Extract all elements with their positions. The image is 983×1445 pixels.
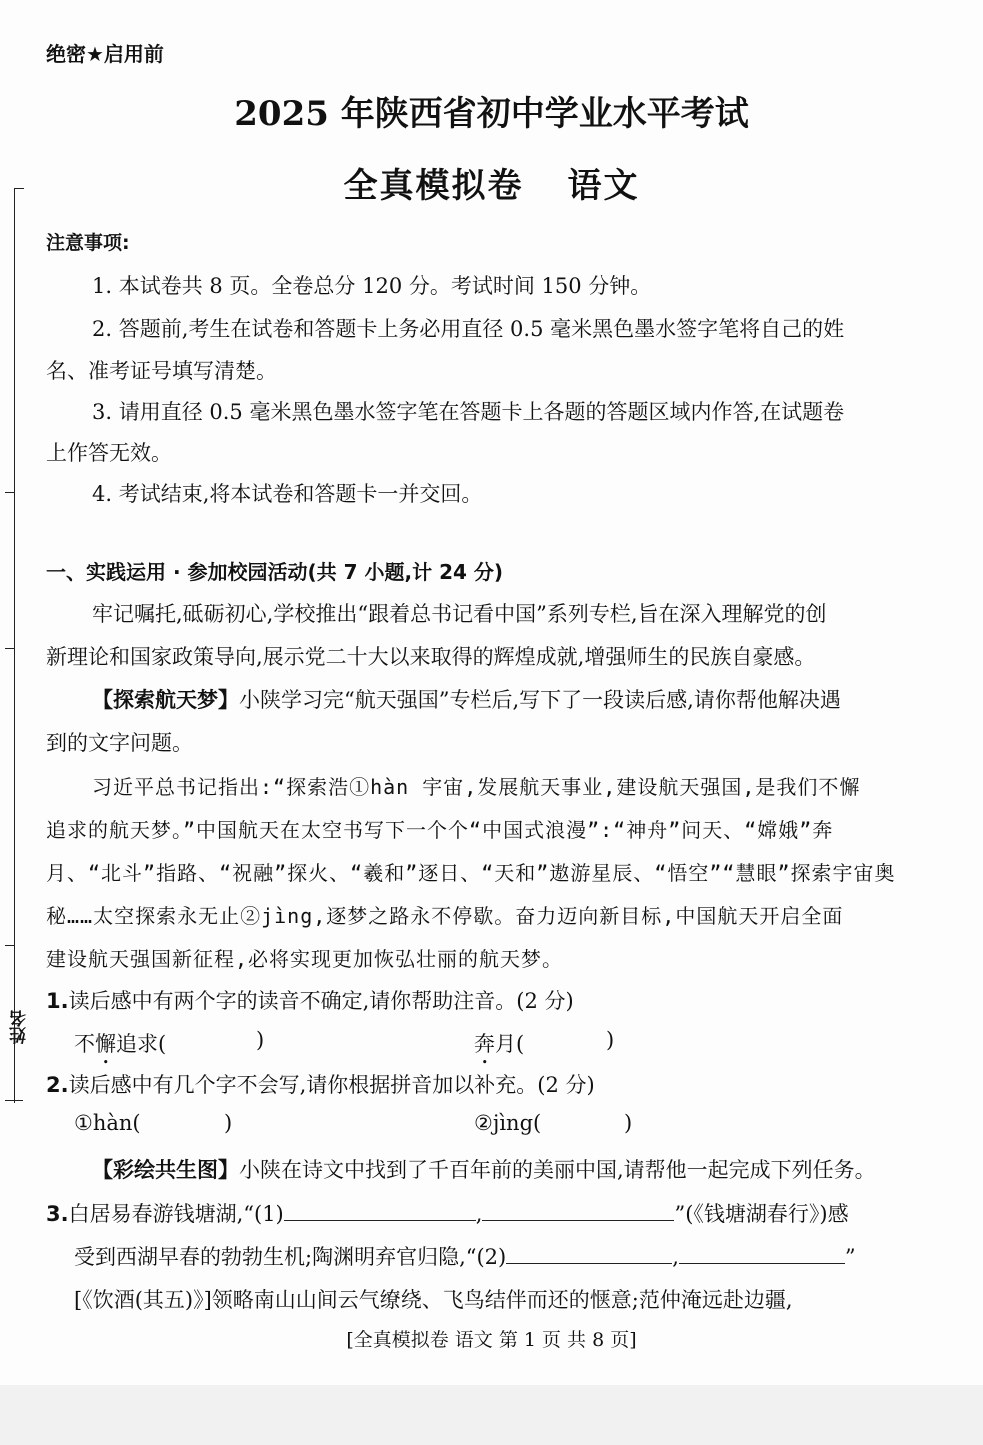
question-number: 3. [46,1202,69,1226]
page-bottom-strip [0,1385,983,1445]
q1-a-dot-char: 懈 [95,1032,116,1056]
subtitle-left: 全真模拟卷 [343,166,524,206]
exam-title: 2025 年陕西省初中学业水平考试 [234,94,749,134]
q2-answer-a-blank[interactable] [152,1111,222,1137]
question-3-line1 [46,1198,849,1228]
question-3-line3: [《饮酒(其五)》]领略南山山间云气缭绕、飞鸟结伴而还的惬意;范仲淹远赴边疆, [74,1288,793,1312]
intro-line: 新理论和国家政策导向,展示党二十大以来取得的辉煌成就,增强师生的民族自豪感。 [46,645,816,669]
passage-line: 秘……太空探索永无止②jìng,逐梦之路永不停歇。奋力迈向新目标,中国航天开启全面 [46,904,844,928]
confidential-label: 绝密★启用前 [46,42,164,66]
exam-subtitle [0,158,983,207]
q1-b-post: 月( [495,1032,525,1056]
q1-answer-b [474,1028,524,1069]
q1-a-post: 追求( [116,1032,167,1056]
paint-paragraph [92,1154,876,1184]
binding-tick [5,648,15,649]
explore-tag: 【探索航天梦】 [92,688,239,712]
question-1 [46,985,574,1015]
question-2 [46,1069,595,1099]
passage-line: 月、“北斗”指路、“祝融”探火、“羲和”逐日、“天和”遨游星辰、“悟空”“慧眼”探索宇宙奥 [46,861,896,885]
question-number: 1. [46,989,69,1013]
subtitle-right: 语文 [567,166,640,206]
notice-line: 上作答无效。 [46,441,172,465]
q3-blank-1a[interactable] [284,1219,476,1221]
question-text: 读后感中有几个字不会写,请你根据拼音加以补充。(2 分) [68,1073,595,1097]
q1-answer-a-close: ) [256,1028,265,1052]
explore-text-cont: 到的文字问题。 [46,731,193,755]
passage-line: 习近平总书记指出:“探索浩①hàn 宇宙,发展航天事业,建设航天强国,是我们不懈 [92,775,861,799]
q3-l2-b: , [672,1245,679,1269]
q3-l2-a: 受到西湖早春的勃勃生机;陶渊明弃官归隐,“(2) [74,1245,507,1269]
q3-l1-c: ”(《钱塘湖春行》)感 [674,1202,849,1226]
q1-a-pre: 不 [74,1032,95,1056]
notice-line: 3. 请用直径 0.5 毫米黑色墨水签字笔在答题卡上各题的答题区域内作答,在试题卷 [92,400,845,424]
passage-line: 追求的航天梦。”中国航天在太空书写下一个个“中国式浪漫”:“神舟”问天、“嫦娥”奔 [46,818,834,842]
notice-line: 名、准考证号填写清楚。 [46,359,277,383]
passage-line: 建设航天强国新征程,必将实现更加恢弘壮丽的航天梦。 [46,947,564,971]
explore-paragraph [92,684,841,714]
page-footer: [全真模拟卷 语文 第 1 页 共 8 页] [346,1329,637,1351]
notice-line: 1. 本试卷共 8 页。全卷总分 120 分。考试时间 150 分钟。 [92,274,652,298]
q3-blank-1b[interactable] [482,1219,674,1221]
notice-line: 2. 答题前,考生在试卷和答题卡上务必用直径 0.5 毫米黑色墨水签字笔将自己的姓 [92,317,845,341]
name-label: 姓名 [10,1010,30,1044]
q1-answer-b-close: ) [606,1028,615,1052]
section-heading: 一、实践运用 · 参加校园活动(共 7 小题,计 24 分) [46,560,504,584]
q3-blank-2b[interactable] [679,1262,845,1264]
q2-answer-b-close: ) [624,1111,633,1135]
q2-answer-a: ①hàn( [74,1111,141,1135]
notice-heading: 注意事项: [46,232,130,254]
question-text: 读后感中有两个字的读音不确定,请你帮助注音。(2 分) [68,989,574,1013]
q1-answer-a-blank[interactable] [190,1028,256,1054]
notice-line: 4. 考试结束,将本试卷和答题卡一并交回。 [92,482,483,506]
binding-tick [5,945,15,946]
q1-answer-a [74,1028,166,1069]
explore-text: 小陕学习完“航天强国”专栏后,写下了一段读后感,请你帮他解决遇 [239,688,841,712]
binding-tick [5,1100,23,1101]
q2-answer-b: ②jìng( [474,1111,542,1135]
q3-blank-2a[interactable] [506,1262,672,1264]
q1-b-dot-char: 奔 [474,1032,495,1056]
q2-answer-b-blank[interactable] [548,1111,622,1137]
question-3-line2 [74,1241,856,1271]
intro-line: 牢记嘱托,砥砺初心,学校推出“跟着总书记看中国”系列专栏,旨在深入理解党的创 [92,602,827,626]
paint-text: 小陕在诗文中找到了千百年前的美丽中国,请帮他一起完成下列任务。 [239,1158,876,1182]
q1-answer-b-blank[interactable] [540,1028,606,1054]
q2-answer-a-close: ) [224,1111,233,1135]
binding-line [14,188,15,1103]
q3-l2-c: ” [844,1245,856,1269]
q3-l1-b: , [475,1202,483,1226]
question-number: 2. [46,1073,69,1097]
q3-l1-a: 白居易春游钱塘湖,“(1) [68,1202,284,1226]
binding-tick [5,492,15,493]
paint-tag: 【彩绘共生图】 [92,1158,239,1182]
